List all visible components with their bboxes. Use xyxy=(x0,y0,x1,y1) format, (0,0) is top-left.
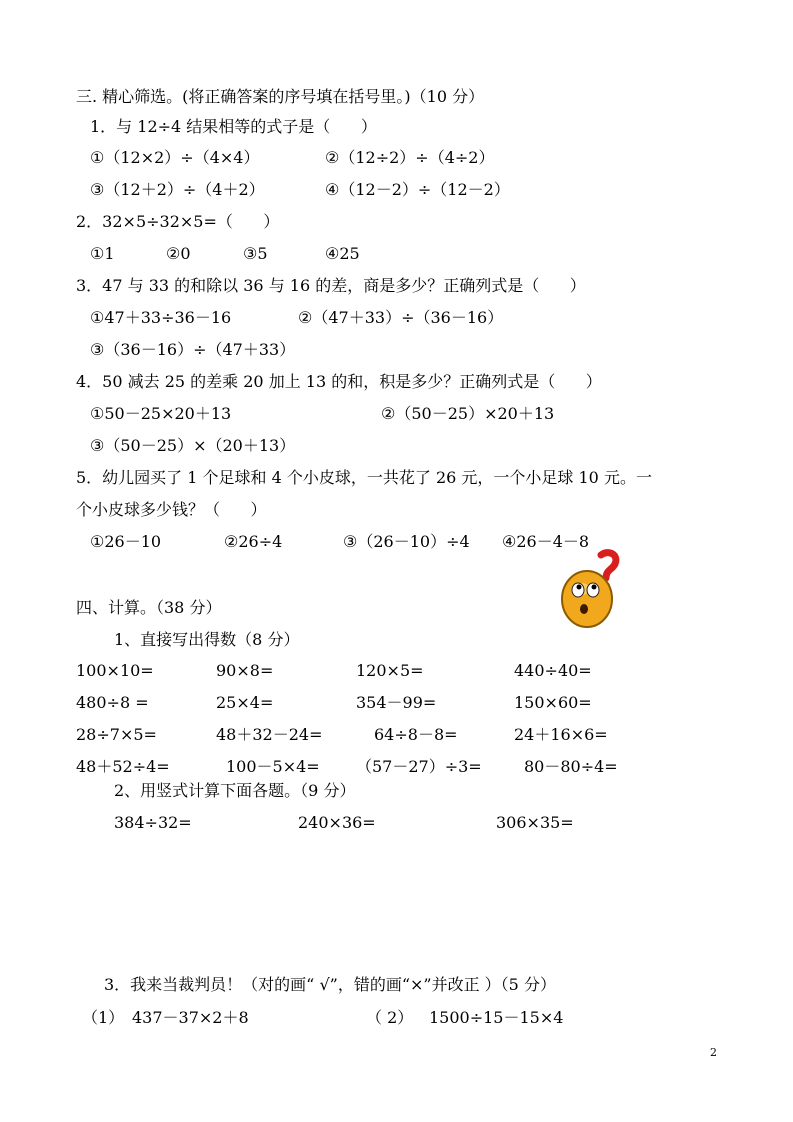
q5-option-3: ③（26－10）÷4 xyxy=(343,532,470,551)
calc-r1-c3: 120×5= xyxy=(356,661,424,680)
calc-r3-c4: 24＋16×6= xyxy=(514,725,608,744)
q2-stem: 2．32×5÷32×5=（ ） xyxy=(76,212,280,231)
q3-option-3: ③（36－16）÷（47＋33） xyxy=(90,340,296,359)
calc-r1-c4: 440÷40= xyxy=(514,661,592,680)
calc-r1-c2: 90×8= xyxy=(216,661,274,680)
q3-option-2: ②（47＋33）÷（36－16） xyxy=(298,308,504,327)
q4-option-1: ①50－25×20＋13 xyxy=(90,404,232,423)
vertical-calc-3: 306×35= xyxy=(496,813,574,832)
q4-option-2: ②（50－25）×20＋13 xyxy=(381,404,555,423)
q2-option-1: ①1 xyxy=(90,244,115,263)
calc-r3-c2: 48＋32－24= xyxy=(216,725,323,744)
calc-r4-c4: 80－80÷4= xyxy=(524,757,618,776)
q4-stem: 4．50 减去 25 的差乘 20 加上 13 的和，积是多少？正确列式是（ ） xyxy=(76,372,602,391)
calc-r2-c4: 150×60= xyxy=(514,693,592,712)
q2-option-3: ③5 xyxy=(243,244,268,263)
calc-r2-c3: 354－99= xyxy=(356,693,437,712)
section3-heading: 三. 精心筛选。(将正确答案的序号填在括号里。)（10 分） xyxy=(76,87,485,106)
page-number: 2 xyxy=(710,1046,717,1059)
part2-heading: 2、用竖式计算下面各题。（9 分） xyxy=(114,781,356,800)
part1-heading: 1、直接写出得数（8 分） xyxy=(114,630,300,649)
part3-heading: 3．我来当裁判员！（对的画“ √”，错的画“×”并改正 ）（5 分） xyxy=(104,975,556,994)
q3-stem: 3．47 与 33 的和除以 36 与 16 的差，商是多少？正确列式是（ ） xyxy=(76,276,586,295)
q2-option-4: ④25 xyxy=(325,244,360,263)
calc-r1-c1: 100×10= xyxy=(76,661,154,680)
q1-option-3: ③（12＋2）÷（4＋2） xyxy=(90,180,265,199)
q5-option-2: ②26÷4 xyxy=(224,532,283,551)
calc-r4-c1: 48＋52÷4= xyxy=(76,757,170,776)
calc-r3-c1: 28÷7×5= xyxy=(76,725,157,744)
q2-option-2: ②0 xyxy=(166,244,191,263)
judge-item-2-label: （ 2） xyxy=(366,1008,414,1027)
calc-r3-c3: 64÷8－8= xyxy=(374,725,458,744)
surprised-orange-character-icon xyxy=(557,549,623,629)
calc-r2-c2: 25×4= xyxy=(216,693,274,712)
vertical-calc-1: 384÷32= xyxy=(114,813,192,832)
q5-option-1: ①26－10 xyxy=(90,532,162,551)
judge-item-1-label: （1） xyxy=(82,1008,125,1027)
q1-stem: 1．与 12÷4 结果相等的式子是（ ） xyxy=(90,117,377,136)
vertical-calc-2: 240×36= xyxy=(298,813,376,832)
q1-option-2: ②（12÷2）÷（4÷2） xyxy=(325,148,495,167)
calc-r4-c2: 100－5×4= xyxy=(226,757,320,776)
calc-r4-c3: （57－27）÷3= xyxy=(356,757,482,776)
q5-stem-line-2: 个小皮球多少钱？（ ） xyxy=(76,500,267,519)
q5-stem-line-1: 5．幼儿园买了 1 个足球和 4 个小皮球，一共花了 26 元，一个小足球 10 元。一 xyxy=(76,468,652,487)
q1-option-4: ④（12－2）÷（12－2） xyxy=(325,180,510,199)
judge-item-2-expr: 1500÷15－15×4 xyxy=(429,1008,564,1027)
q3-option-1: ①47＋33÷36－16 xyxy=(90,308,232,327)
q1-option-1: ①（12×2）÷（4×4） xyxy=(90,148,260,167)
q4-option-3: ③（50－25）×（20＋13） xyxy=(90,436,296,455)
q5-option-4: ④26－4－8 xyxy=(502,532,590,551)
section4-heading: 四、计算。（38 分） xyxy=(76,598,222,617)
judge-item-1-expr: 437－37×2＋8 xyxy=(132,1008,249,1027)
calc-r2-c1: 480÷8 = xyxy=(76,693,149,712)
